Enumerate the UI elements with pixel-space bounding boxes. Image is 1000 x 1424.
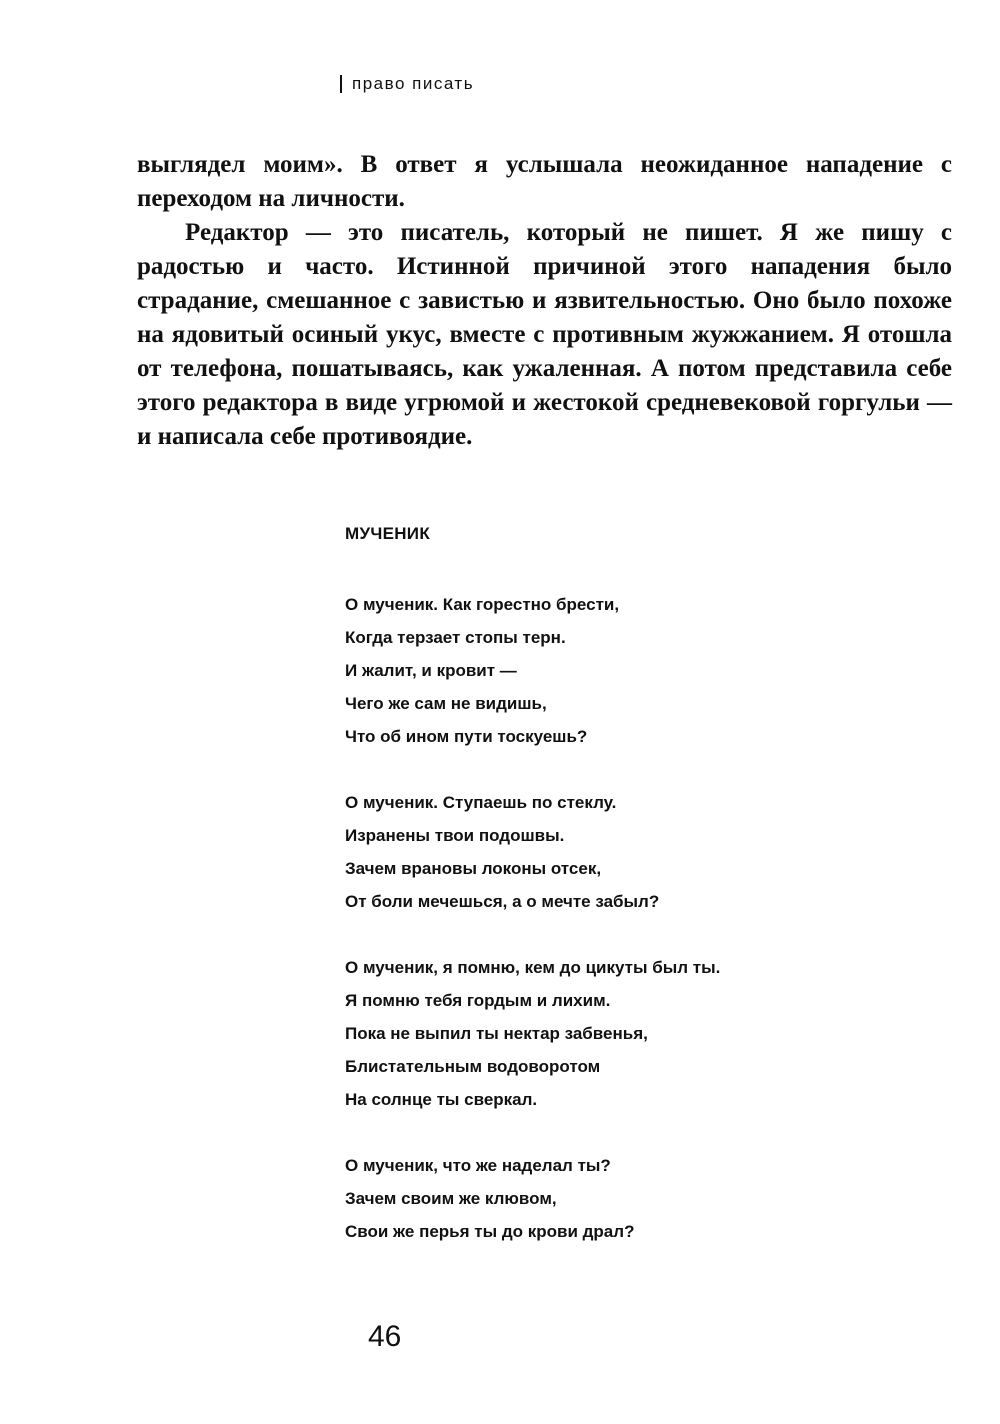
- page-number: 46: [368, 1320, 402, 1353]
- poem-line: Изранены твои подошвы.: [345, 826, 565, 845]
- paragraph-continuation: выглядел моим». В ответ я услышала неожиданное нападение с переходом на личности.: [137, 151, 952, 212]
- poem-line: Зачем своим же клювом,: [345, 1189, 557, 1208]
- poem-stanza: [345, 786, 720, 918]
- poem: [345, 588, 720, 1281]
- poem-line: О мученик, что же наделал ты?: [345, 1156, 611, 1175]
- poem-line: Когда терзает стопы терн.: [345, 628, 566, 647]
- poem-line: О мученик. Ступаешь по стеклу.: [345, 793, 617, 812]
- paragraph: Редактор — это писатель, который не пишет. Я же пишу с радостью и часто. Истинной причиной этого нападения было страдание, смешанное с завистью и язвительностью. Оно было похоже на ядовитый осиный укус, вместе с противным жужжанием. Я отошла от телефона, пошатываясь, как ужаленная. А потом представила себе этого редактора в виде угрюмой и жестокой средневековой горгульи — и написала себе противоядие.: [137, 219, 952, 450]
- poem-line: Зачем врановы локоны отсек,: [345, 859, 602, 878]
- poem-title: МУЧЕНИК: [345, 524, 430, 543]
- poem-stanza: [345, 1149, 720, 1248]
- poem-line: О мученик. Как горестно брести,: [345, 595, 620, 614]
- poem-line: Чего же сам не видишь,: [345, 694, 547, 713]
- poem-line: Что об ином пути тоскуешь?: [345, 727, 588, 746]
- poem-line: Я помню тебя гордым и лихим.: [345, 991, 611, 1010]
- running-title: право писать: [352, 74, 475, 93]
- poem-stanza: [345, 951, 720, 1116]
- poem-line: На солнце ты сверкал.: [345, 1090, 538, 1109]
- running-head: [340, 74, 474, 94]
- poem-line: Блистательным водоворотом: [345, 1057, 601, 1076]
- poem-line: Пока не выпил ты нектар забвенья,: [345, 1024, 648, 1043]
- body-text: [137, 148, 952, 454]
- poem-stanza: [345, 588, 720, 753]
- poem-line: О мученик, я помню, кем до цикуты был ты.: [345, 958, 721, 977]
- poem-line: От боли мечешься, а о мечте забыл?: [345, 892, 660, 911]
- header-rule: [340, 75, 342, 93]
- poem-line: Свои же перья ты до крови драл?: [345, 1222, 635, 1241]
- poem-line: И жалит, и кровит —: [345, 661, 517, 680]
